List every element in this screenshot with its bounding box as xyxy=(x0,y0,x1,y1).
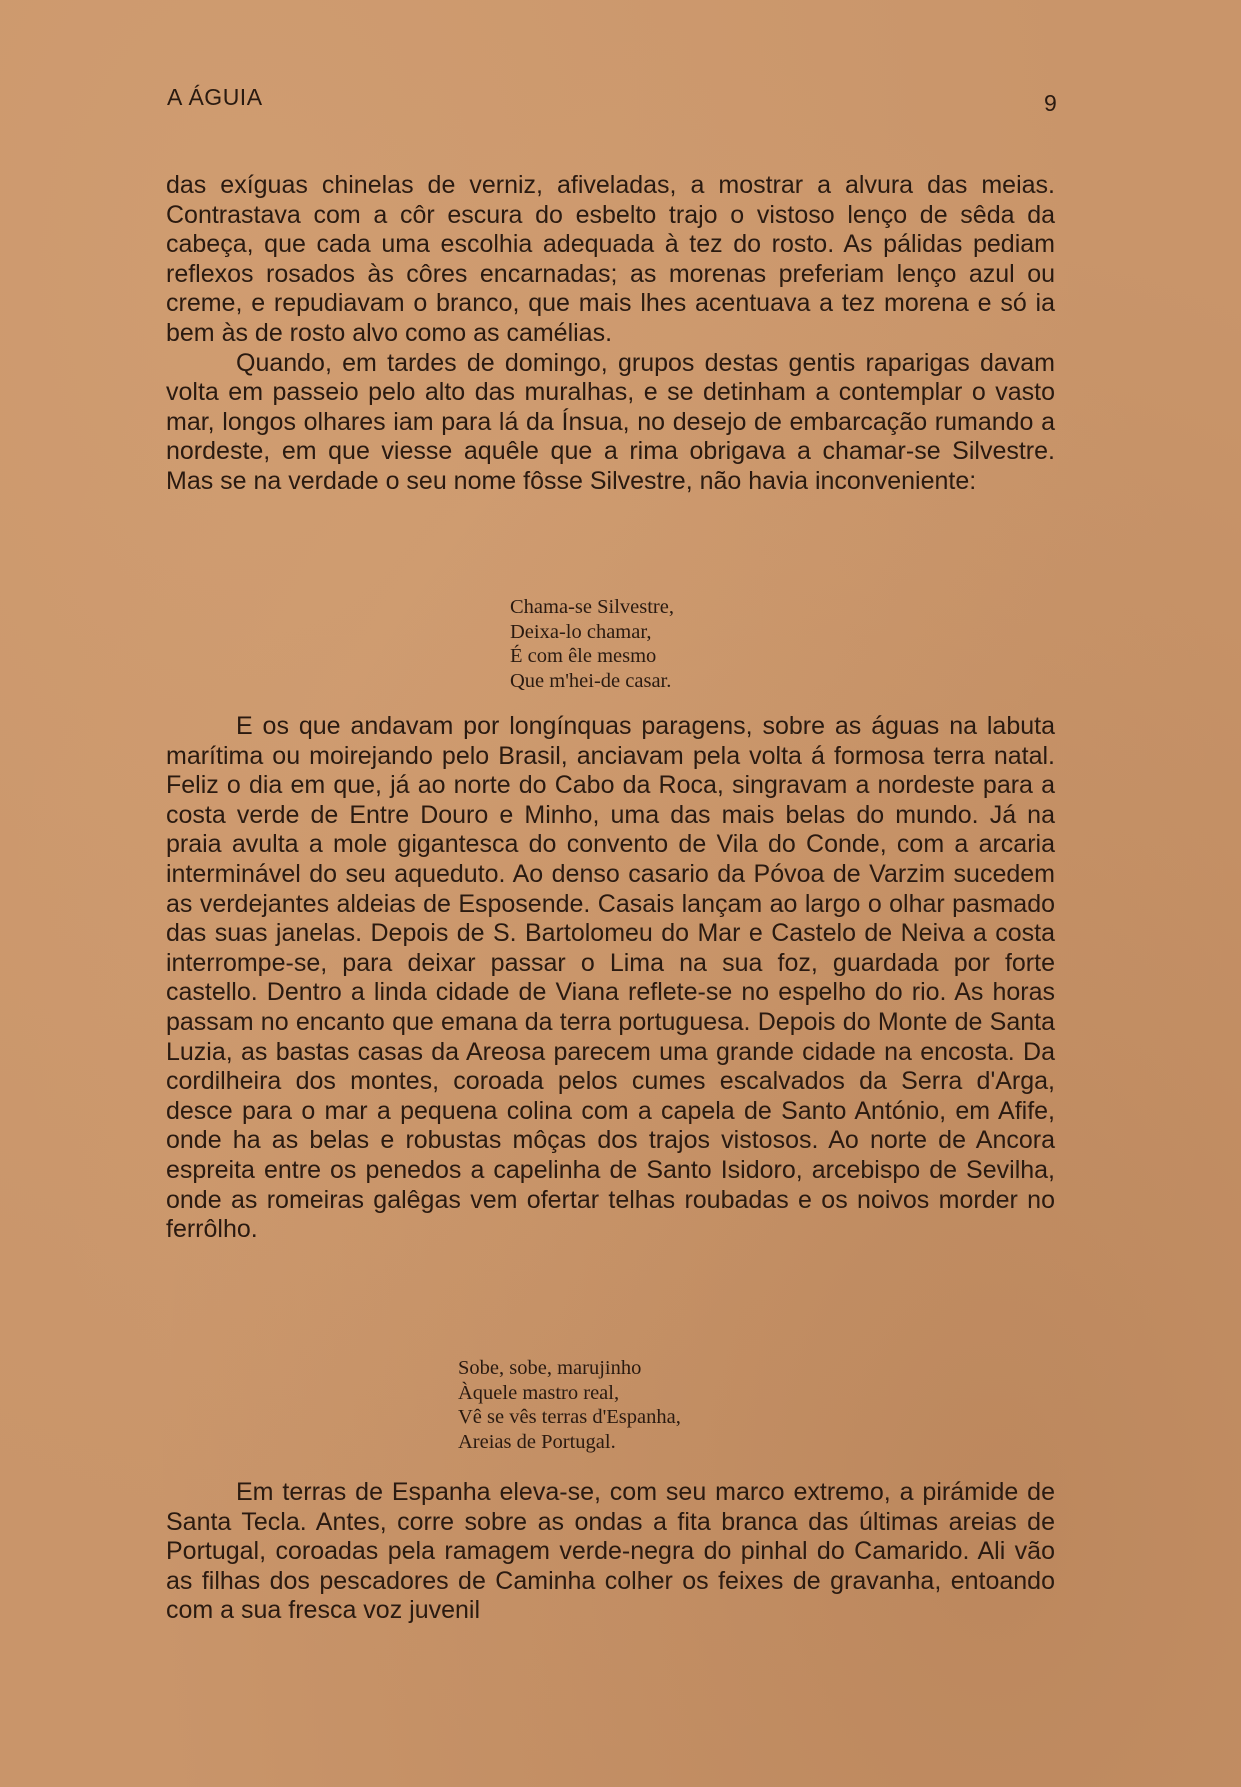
paragraph: Em terras de Espanha eleva-se, com seu marco extremo, a pirámide de Santa Tecla. Antes, corre sobre as ondas a fita branca das últimas areias de Portugal, coroadas pela ramagem verde-negra do pinhal do Camarido. Ali vão as filhas dos pescadores de Caminha colher os feixes de gravanha, entoando com a sua fresca voz juvenil xyxy=(166,1478,1055,1625)
verse-line: Vê se vês terras d'Espanha, xyxy=(458,1406,681,1428)
text-block-2 xyxy=(166,712,1055,1245)
verse-line: Àquele mastro real, xyxy=(458,1381,620,1404)
running-title: A ÁGUIA xyxy=(167,84,263,110)
verse-line: É com êle mesmo xyxy=(510,645,657,667)
paragraph: E os que andavam por longínquas paragens, sobre as águas na labuta marítima ou moirejando pelo Brasil, anciavam pela volta á formosa terra natal. Feliz o dia em que, já ao norte do Cabo da Roca, singravam a nordeste para a costa verde de Entre Douro e Minho, uma das mais belas do mundo. Já na praia avulta a mole gigantesca do convento de Vila do Conde, com a arcaria interminável do seu aqueduto. Ao denso casario da Póvoa de Varzim sucedem as verdejantes aldeias de Esposende. Casais lançam ao largo o olhar pasmado das suas janelas. Depois de S. Bartolomeu do Mar e Castelo de Neiva a costa interrompe-se, para deixar passar o Lima na sua foz, guardada por forte castello. Dentro a linda cidade de Viana reflete-se no espelho do rio. As horas passam no encanto que emana da terra portuguesa. Depois do Monte de Santa Luzia, as bastas casas da Areosa parecem uma grande cidade na encosta. Da cordilheira dos montes, coroada pelos cumes escalvados da Serra d'Arga, desce para o mar a pequena colina com a capela de Santo António, em Afife, onde ha as belas e robustas môças dos trajos vistosos. Ao norte de Ancora espreita entre os penedos a capelinha de Santo Isidoro, arcebispo de Sevilha, onde as romeiras galêgas vem ofertar telhas roubadas e os noivos morder no ferrôlho. xyxy=(166,712,1055,1244)
paragraph: Quando, em tardes de domingo, grupos destas gentis raparigas davam volta em passeio pelo alto das muralhas, e se detinham a contemplar o vasto mar, longos olhares iam para lá da Ínsua, no desejo de embarcação rumando a nordeste, em que viesse aquêle que a rima obrigava a chamar-se Silvestre. Mas se na verdade o seu nome fôsse Silvestre, não havia inconveniente: xyxy=(166,348,1055,495)
verse-line: Chama-se Silvestre, xyxy=(510,596,674,618)
verse-line: Que m'hei-de casar. xyxy=(510,669,672,692)
page-number: 9 xyxy=(1044,90,1057,116)
text-block-3 xyxy=(166,1478,1055,1626)
paragraph-continued: das exíguas chinelas de verniz, afiveladas, a mostrar a alvura das meias. Contrastava com a côr escura do esbelto trajo o vistoso lenço de sêda da cabeça, que cada uma escolhia adequada à tez do rosto. As pálidas pediam reflexos rosados às côres encarnadas; as morenas preferiam lenço azul ou creme, e repudiavam o branco, que mais lhes acentuava a tez morena e só ia bem às de rosto alvo como as camélias. xyxy=(166,171,1055,347)
verse-line: Deixa-lo chamar, xyxy=(510,620,652,643)
verse-line: Sobe, sobe, marujinho xyxy=(458,1357,642,1379)
verse-line: Areias de Portugal. xyxy=(458,1430,616,1453)
verse-quatrain-1 xyxy=(510,595,674,693)
text-block-1 xyxy=(166,171,1055,497)
verse-quatrain-2 xyxy=(458,1356,681,1454)
